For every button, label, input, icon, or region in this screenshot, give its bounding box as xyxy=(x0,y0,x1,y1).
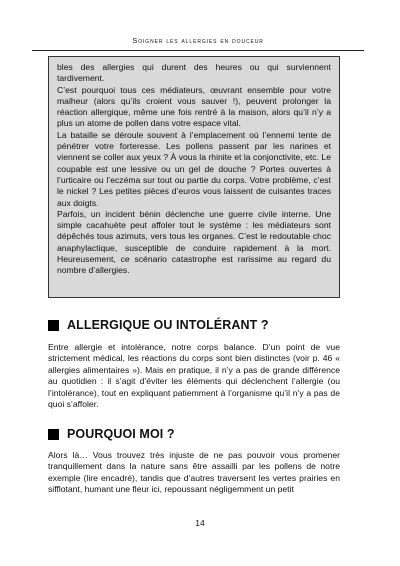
square-bullet-icon xyxy=(48,320,59,331)
page-number: 14 xyxy=(195,518,205,528)
box-paragraph: C’est pourquoi tous ces médiateurs, œuvrant ensemble pour votre malheur (alors qu’ils croient vous sauver !), peuvent prolonger la réaction allergique, même une fois rentré à la maison, alors qu’il n’y a plus un atome de pollen dans votre espace vital. xyxy=(57,84,331,129)
section-body: Entre allergie et intolérance, notre corps balance. D’un point de vue strictement médical, les réactions du corps sont bien distinctes (voir p. 46 « allergies alimentaires »). Mais en pratique, il n’y a pas de grande différence au quotidien : il s’agit d’éviter les éléments qui déclenchent l’allergie (ou l’intolérance), tout en expliquant patiemment à l’organisme qu’il n’y a pas de quoi s’affoler. xyxy=(48,342,340,410)
section-title: POURQUOI MOI ? xyxy=(67,427,175,441)
box-paragraph: bles des allergies qui durent des heures ou qui surviennent tardivement. xyxy=(57,62,331,84)
sidebar-box xyxy=(48,56,340,298)
square-bullet-icon xyxy=(48,429,59,440)
section-title: ALLERGIQUE OU INTOLÉRANT ? xyxy=(67,318,269,332)
running-head: Soigner les allergies en douceur xyxy=(132,36,264,45)
section-heading xyxy=(48,426,175,442)
box-paragraph: La bataille se déroule souvent à l’emplacement où l’ennemi tente de pénétrer votre forteresse. Les pollens passent par les narines et viennent se coller aux yeux ? À vous la rhinite et la conjonctivite, etc. Le coupable est une lessive ou un gel de douche ? Portes ouvertes à l’urticaire ou l’eczéma sur tout ou partie du corps. Votre problème, c’est le nickel ? Les petites pièces d’euros vous laissent de cuisantes traces aux doigts. xyxy=(57,129,331,208)
header-rule xyxy=(32,50,364,51)
box-paragraph: Parfois, un incident bénin déclenche une guerre civile interne. Une simple cacahuète peut affoler tout le système : les médiateurs sont dépêchés tous azimuts, vers tous les organes. C’est le redoutable choc anaphylactique, susceptible de conduire rapidement à la mort. Heureusement, ce scénario catastrophe est rarissime au regard du nombre d’allergies. xyxy=(57,208,331,276)
section-body: Alors là… Vous trouvez très injuste de ne pas pouvoir vous promener tranquillement dans la nature sans être assailli par les pollens de notre exemple (lire encadré), tandis que d’autres traversent les vertes prairies en sifflotant, humant une fleur ici, repoussant négligemment un petit xyxy=(48,450,340,495)
section-heading xyxy=(48,317,269,333)
